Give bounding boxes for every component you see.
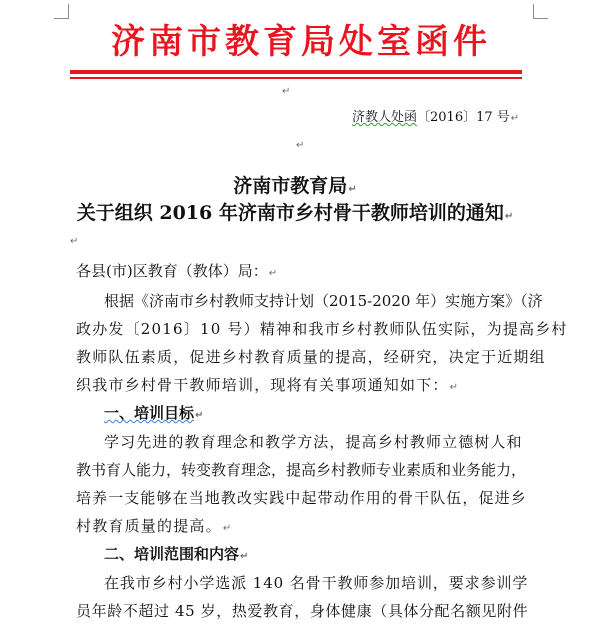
document-number-value: 〔2016〕17 号 [417,110,510,125]
section1-line: 教书育人能力，转变教育理念，提高乡村教师专业素质和业务能力， [76,461,527,479]
section1-heading-text: 一、培训目标 [104,404,195,422]
notice-title-line2-text: 关于组织 2016 年济南市乡村骨干教师培训的通知 [76,202,504,224]
section2-line: 员年龄不超过 45 岁，热爱教育，身体健康（具体分配名额见附件 [76,602,529,620]
letterhead-title: 济南市教育局处室函件 [111,22,491,62]
document-number [352,106,542,125]
paragraph-mark-icon: ↵ [240,551,249,562]
section1-heading [104,402,203,423]
letterhead-rule-thin [70,77,522,79]
paragraph-mark-icon: ↵ [510,113,520,124]
paragraph1-line [76,374,459,395]
letterhead-rule-thick [70,70,522,74]
crop-mark-top-right [533,4,548,19]
notice-title-line1-text: 济南市教育局 [233,175,348,197]
paragraph-mark-icon: ↵ [504,211,514,222]
paragraph1-line-text: 织我市乡村骨干教师培训，现将有关事项通知如下： [76,376,449,394]
paragraph-mark-icon: ↵ [296,140,305,151]
section2-heading-text: 二、培训范围和内容 [104,545,240,563]
paragraph-mark-icon: ↵ [222,523,233,534]
section1-line: 培养一支能够在当地教改实践中起带动作用的骨干队伍，促进乡 [76,489,527,507]
section2-line: 在我市乡村小学选派 140 名骨干教师参加培训，要求参训学 [104,574,529,592]
salutation [76,260,277,281]
section1-line: 学习先进的教育理念和教学方法，提高乡村教师立德树人和 [104,433,523,451]
section1-line-text: 村教育质量的提高。 [76,517,222,535]
crop-mark-top-left [54,4,69,19]
paragraph-mark-icon: ↵ [282,86,291,97]
section1-line [76,515,232,536]
notice-title-line2 [60,199,530,231]
paragraph-mark-icon: ↵ [70,236,79,247]
salutation-text: 各县(市)区教育（教体）局： [76,262,268,280]
paragraph-mark-icon: ↵ [449,382,460,393]
paragraph1-line: 根据《济南市乡村教师支持计划（2015-2020 年）实施方案》（济 [104,292,543,310]
document-number-prefix: 济教人处函 [352,110,418,125]
section2-heading [104,543,248,564]
paragraph-mark-icon: ↵ [268,268,278,279]
paragraph1-line: 教师队伍素质，促进乡村教育质量的提高，经研究，决定于近期组 [76,348,546,366]
paragraph1-line: 政办发〔2016〕10 号）精神和我市乡村教师队伍实际，为提高乡村 [76,320,568,338]
paragraph-mark-icon: ↵ [348,184,357,195]
paragraph-mark-icon: ↵ [195,410,204,421]
